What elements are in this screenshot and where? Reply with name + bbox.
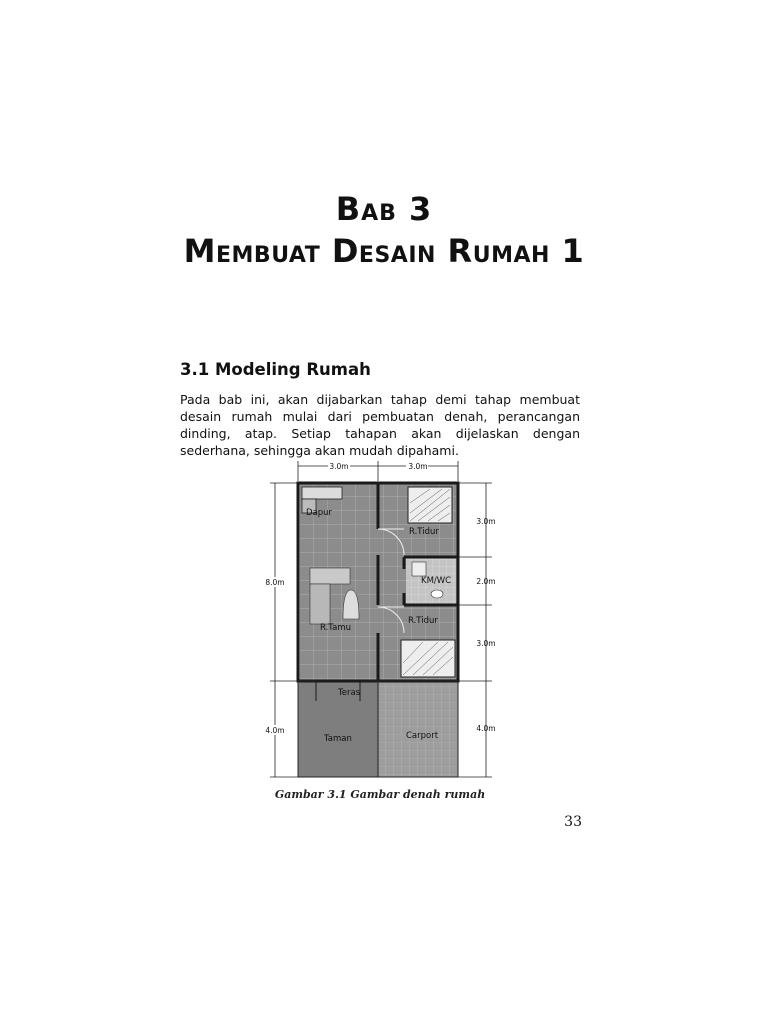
carport-area xyxy=(378,681,458,777)
page-number: 33 xyxy=(564,814,582,830)
room-label-bedroom-top: R.Tidur xyxy=(409,527,439,537)
dim-right-4: 4.0m xyxy=(476,724,496,733)
bed-top xyxy=(408,487,452,523)
chapter-label: Bab 3 xyxy=(335,190,433,228)
figure-caption: Gambar 3.1 Gambar denah rumah xyxy=(274,788,486,801)
room-label-bathroom: KM/WC xyxy=(421,576,452,586)
room-label-garden: Taman xyxy=(324,734,352,744)
chapter-title: Membuat Desain Rumah 1 xyxy=(183,232,585,270)
dim-left-upper: 8.0m xyxy=(265,578,285,587)
bed-bottom xyxy=(401,640,455,677)
dim-left-lower: 4.0m xyxy=(265,726,285,735)
top-dimensions xyxy=(298,461,458,481)
room-label-carport: Carport xyxy=(406,731,439,741)
dim-right-1: 3.0m xyxy=(476,517,496,526)
room-label-kitchen: Dapur xyxy=(306,508,333,518)
dim-right-2: 2.0m xyxy=(476,577,496,586)
floor-plan-figure xyxy=(258,455,508,780)
dim-top-left: 3.0m xyxy=(329,462,349,471)
room-label-living: R.Tamu xyxy=(320,623,351,633)
dim-top-right: 3.0m xyxy=(408,462,428,471)
room-label-porch: Teras xyxy=(338,688,361,698)
room-label-bedroom-bottom: R.Tidur xyxy=(408,616,438,626)
section-heading: 3.1 Modeling Rumah xyxy=(180,360,371,379)
dim-right-3: 3.0m xyxy=(476,639,496,648)
body-paragraph: Pada bab ini, akan dijabarkan tahap demi tahap membuat desain rumah mulai dari pembuatan denah, perancangan dinding, atap. Setiap tahapan akan dijelaskan dengan sederhana, sehingga akan mudah dipahami. xyxy=(180,392,580,458)
floor-plan-drawing xyxy=(258,455,508,780)
